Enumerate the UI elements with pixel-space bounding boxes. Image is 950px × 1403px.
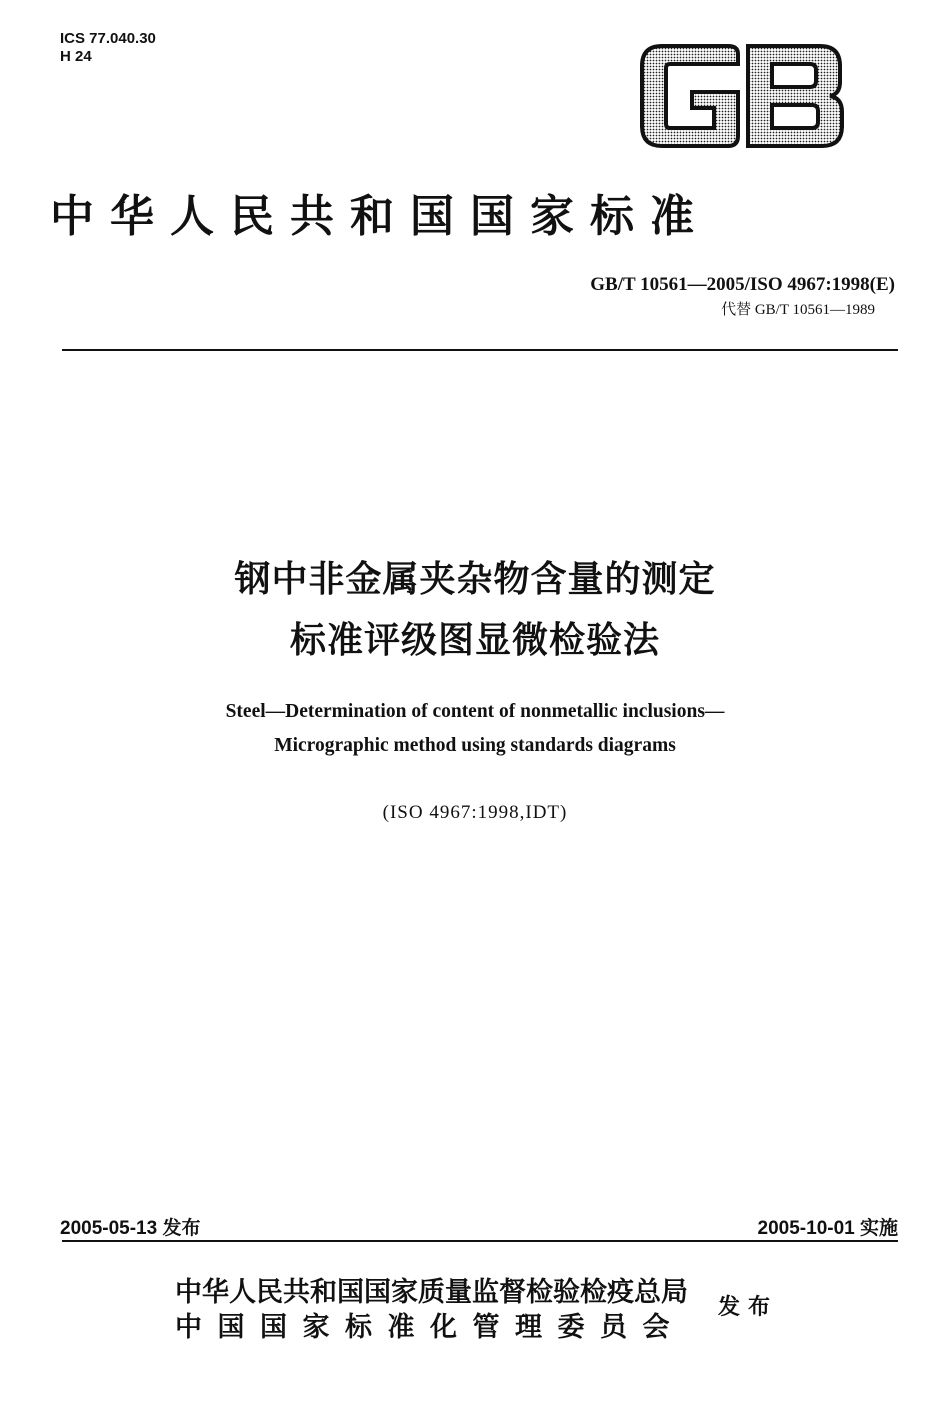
gb-logo-graphic [640, 44, 845, 148]
publish-label: 发布 [718, 1294, 779, 1320]
chinese-title-line-2: 标准评级图显微检验法 [289, 620, 660, 661]
ics-code: ICS 77.040.30 [60, 30, 156, 47]
publisher-line-2: 中国国家标准化管理委员会 [175, 1312, 685, 1343]
classification-codes [60, 30, 156, 66]
national-standard-title: 中华人民共和国国家标准 [50, 191, 710, 242]
bottom-divider [62, 1240, 898, 1242]
english-title-line-1: Steel—Determination of content of nonmetallic inclusions— [225, 701, 725, 722]
issue-date: 2005-05-13 发布 [60, 1218, 201, 1239]
publisher-line-1: 中华人民共和国国家质量监督检验检疫总局 [175, 1277, 688, 1308]
chinese-title-line-1: 钢中非金属夹杂物含量的测定 [234, 559, 716, 600]
english-title-line-2: Micrographic method using standards diagrams [274, 735, 676, 756]
replaces-standard: 代替 GB/T 10561—1989 [721, 302, 875, 318]
iso-reference: (ISO 4967:1998,IDT) [382, 802, 568, 823]
gb-logo [640, 44, 845, 148]
top-divider [62, 349, 898, 351]
ccs-code: H 24 [60, 48, 92, 65]
implementation-date: 2005-10-01 实施 [757, 1218, 898, 1239]
standard-number: GB/T 10561—2005/ISO 4967:1998(E) [590, 274, 895, 295]
